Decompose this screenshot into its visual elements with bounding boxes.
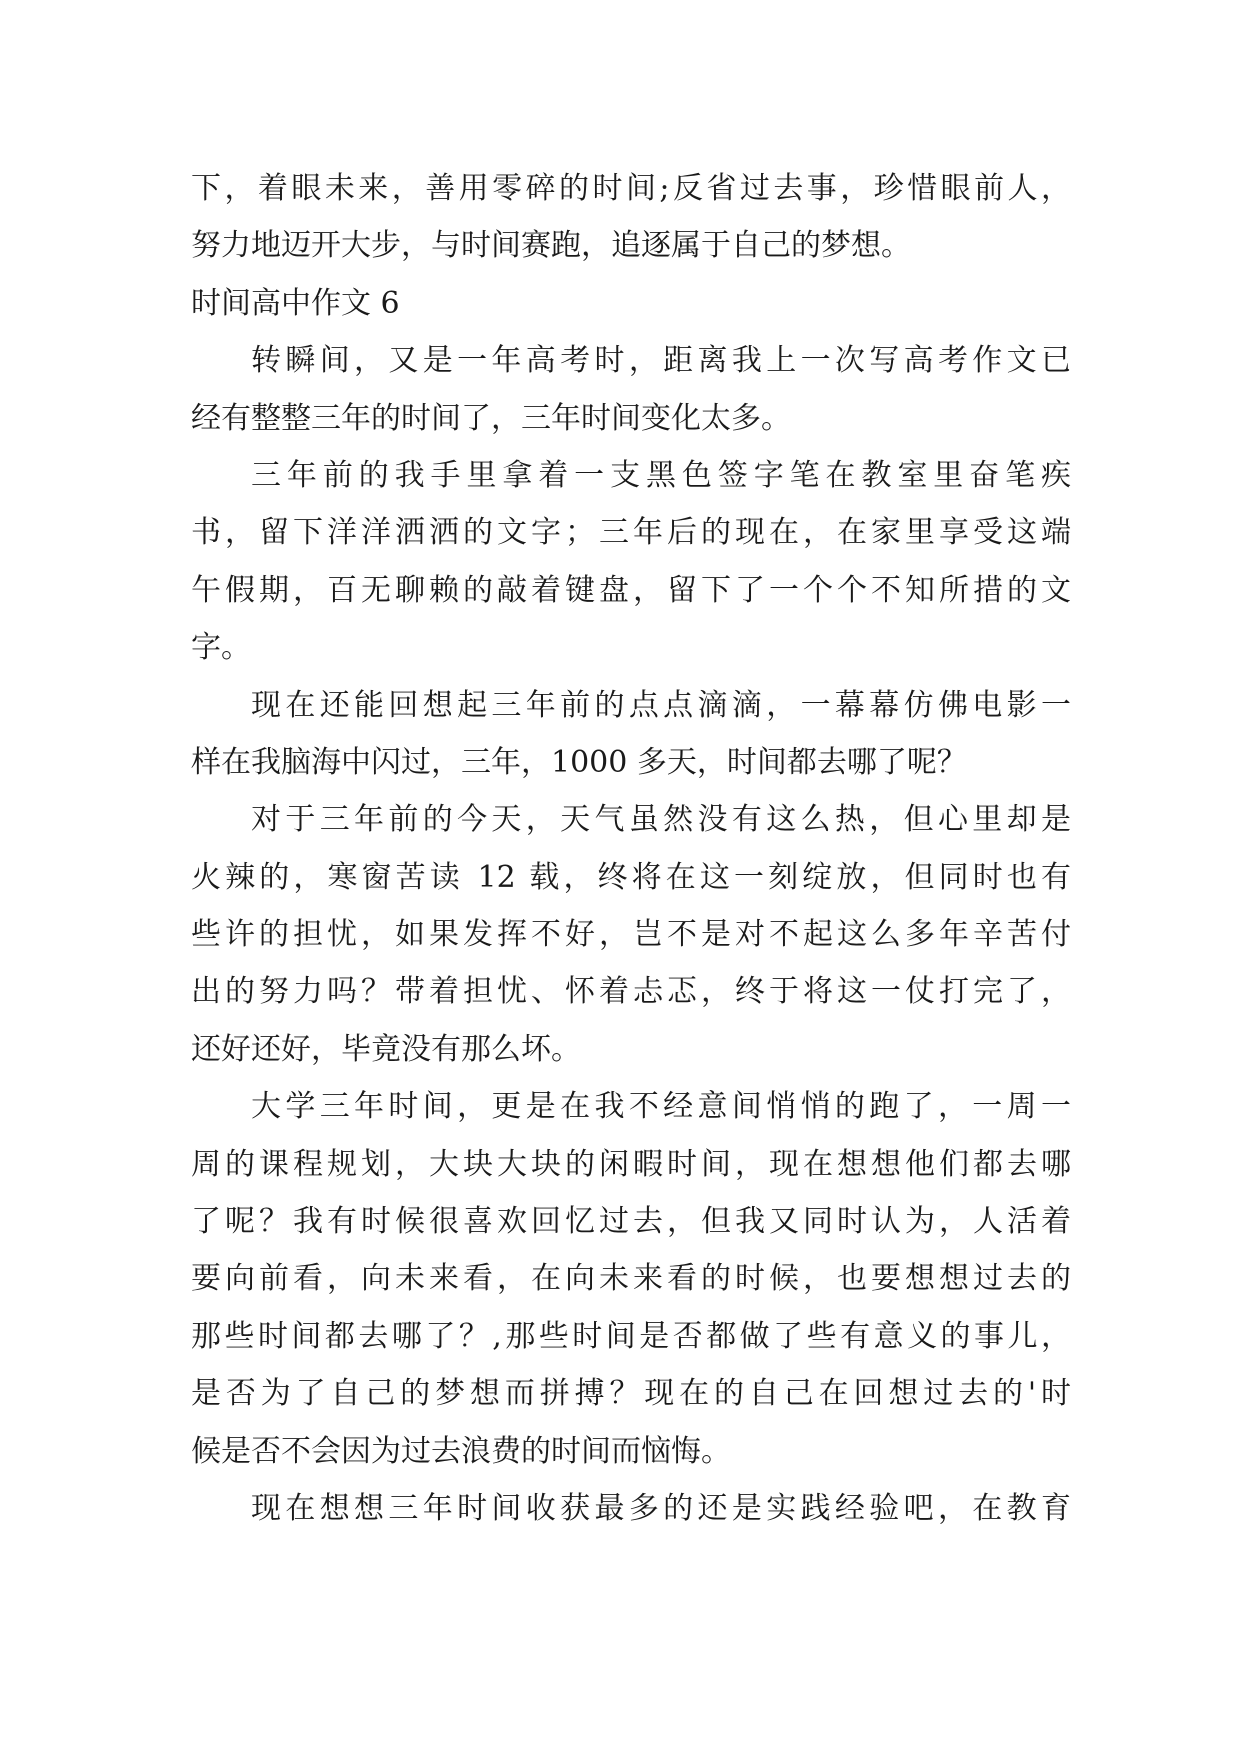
text-line: 大学三年时间，更是在我不经意间悄悄的跑了，一周一 [251, 1089, 1071, 1125]
text-line: 经有整整三年的时间了，三年时间变化太多。 [191, 400, 791, 436]
text-line: 是否为了自己的梦想而拼搏？现在的自己在回想过去的'时 [191, 1376, 1071, 1412]
text-line: 三年前的我手里拿着一支黑色签字笔在教室里奋笔疾 [251, 457, 1071, 493]
document-body [191, 160, 1071, 1537]
text-line: 书，留下洋洋洒洒的文字；三年后的现在，在家里享受这端 [191, 515, 1071, 551]
text-line: 还好还好，毕竟没有那么坏。 [191, 1031, 581, 1067]
text-line: 了呢？我有时候很喜欢回忆过去，但我又同时认为，人活着 [191, 1204, 1071, 1240]
text-line: 火辣的，寒窗苦读 12 载，终将在这一刻绽放，但同时也有 [191, 859, 1071, 895]
text-line: 午假期，百无聊赖的敲着键盘，留下了一个个不知所措的文 [191, 572, 1071, 608]
text-line: 字。 [191, 630, 251, 666]
text-line: 转瞬间，又是一年高考时，距离我上一次写高考作文已 [251, 343, 1071, 379]
section-heading: 时间高中作文 6 [191, 285, 400, 321]
text-line: 样在我脑海中闪过，三年，1000 多天，时间都去哪了呢？ [191, 744, 967, 780]
text-line: 周的课程规划，大块大块的闲暇时间，现在想想他们都去哪 [191, 1146, 1071, 1182]
text-line: 现在想想三年时间收获最多的还是实践经验吧，在教育 [251, 1490, 1071, 1526]
text-line: 下，着眼未来，善用零碎的时间;反省过去事，珍惜眼前人， [191, 171, 1071, 206]
text-line: 候是否不会因为过去浪费的时间而恼悔。 [191, 1433, 731, 1469]
text-line: 现在还能回想起三年前的点点滴滴，一幕幕仿佛电影一 [251, 687, 1071, 723]
text-line: 要向前看，向未来看，在向未来看的时候，也要想想过去的 [191, 1261, 1071, 1297]
text-line: 努力地迈开大步，与时间赛跑，追逐属于自己的梦想。 [191, 228, 911, 264]
text-line: 那些时间都去哪了？,那些时间是否都做了些有意义的事儿， [191, 1318, 1071, 1354]
text-line: 出的努力吗？带着担忧、怀着忐忑，终于将这一仗打完了， [191, 974, 1071, 1010]
text-line: 些许的担忧，如果发挥不好，岂不是对不起这么多年辛苦付 [191, 917, 1071, 953]
text-line: 对于三年前的今天，天气虽然没有这么热，但心里却是 [251, 802, 1071, 838]
